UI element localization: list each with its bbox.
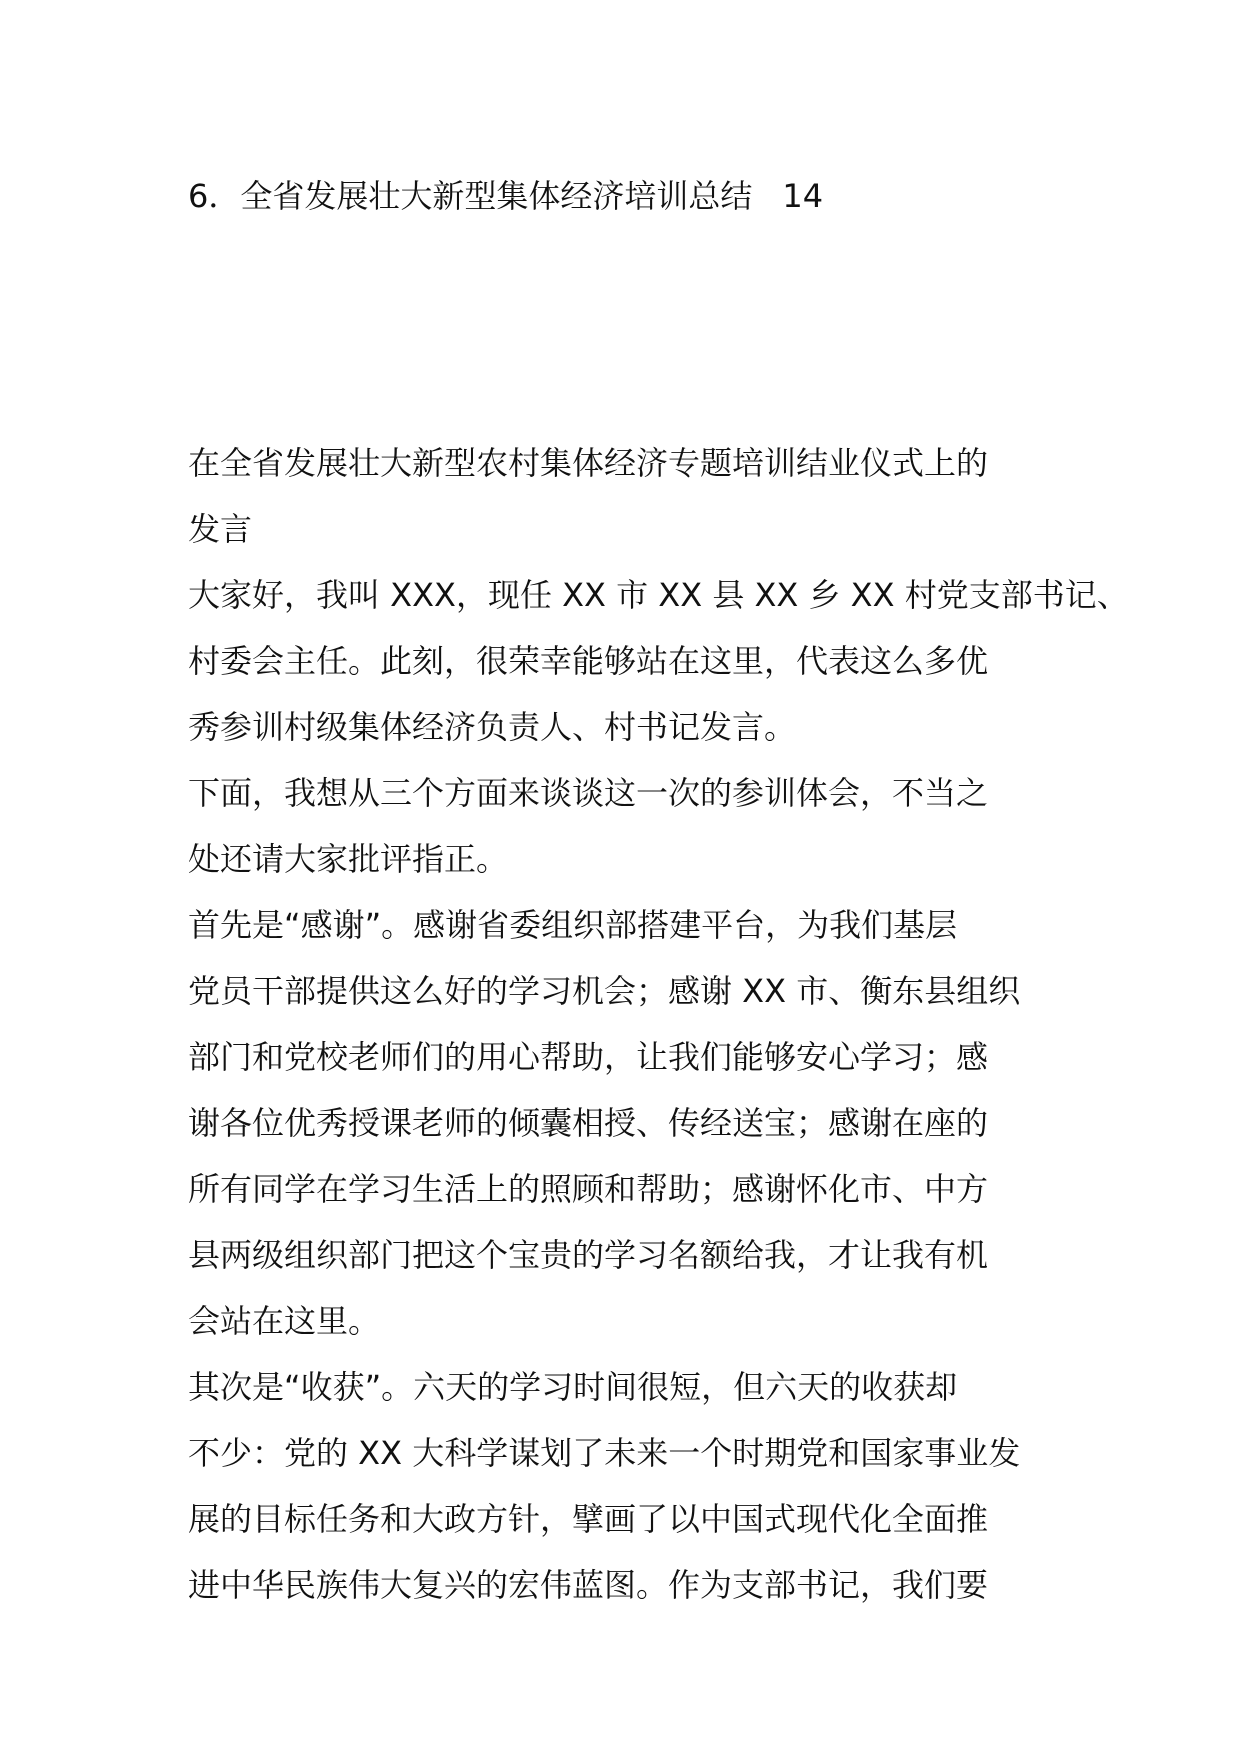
text-line: 首先是“感谢”。感谢省委组织部搭建平台，为我们基层 <box>188 906 958 944</box>
text-line: 部门和党校老师们的用心帮助，让我们能够安心学习；感 <box>188 1038 989 1076</box>
toc-page-number: 14 <box>782 177 824 215</box>
text-line: 大家好，我叫 XXX，现任 XX 市 XX 县 XX 乡 XX 村党支部书记、 <box>188 576 1129 614</box>
text-line: 谢各位优秀授课老师的倾囊相授、传经送宝；感谢在座的 <box>188 1104 989 1142</box>
toc-title: 全省发展壮大新型集体经济培训总结 <box>240 177 753 215</box>
text-line: 展的目标任务和大政方针，擘画了以中国式现代化全面推 <box>188 1500 989 1538</box>
text-line: 不少：党的 XX 大科学谋划了未来一个时期党和国家事业发 <box>188 1434 1021 1472</box>
speech-body <box>188 430 1129 1618</box>
text-line: 进中华民族伟大复兴的宏伟蓝图。作为支部书记，我们要 <box>188 1566 989 1604</box>
text-line: 处还请大家批评指正。 <box>188 840 509 878</box>
text-line: 其次是“收获”。六天的学习时间很短，但六天的收获却 <box>188 1368 958 1406</box>
text-line: 所有同学在学习生活上的照顾和帮助；感谢怀化市、中方 <box>188 1170 989 1208</box>
text-line: 县两级组织部门把这个宝贵的学习名额给我，才让我有机 <box>188 1236 989 1274</box>
text-line: 秀参训村级集体经济负责人、村书记发言。 <box>188 708 797 746</box>
text-line: 会站在这里。 <box>188 1302 381 1340</box>
text-line: 村委会主任。此刻，很荣幸能够站在这里，代表这么多优 <box>188 642 989 680</box>
toc-number: 6． <box>188 177 241 215</box>
text-line: 党员干部提供这么好的学习机会；感谢 XX 市、衡东县组织 <box>188 972 1021 1010</box>
text-line: 发言 <box>188 510 253 548</box>
toc-entry <box>188 172 823 220</box>
text-line: 在全省发展壮大新型农村集体经济专题培训结业仪式上的 <box>188 444 989 482</box>
text-line: 下面，我想从三个方面来谈谈这一次的参训体会，不当之 <box>188 774 989 812</box>
